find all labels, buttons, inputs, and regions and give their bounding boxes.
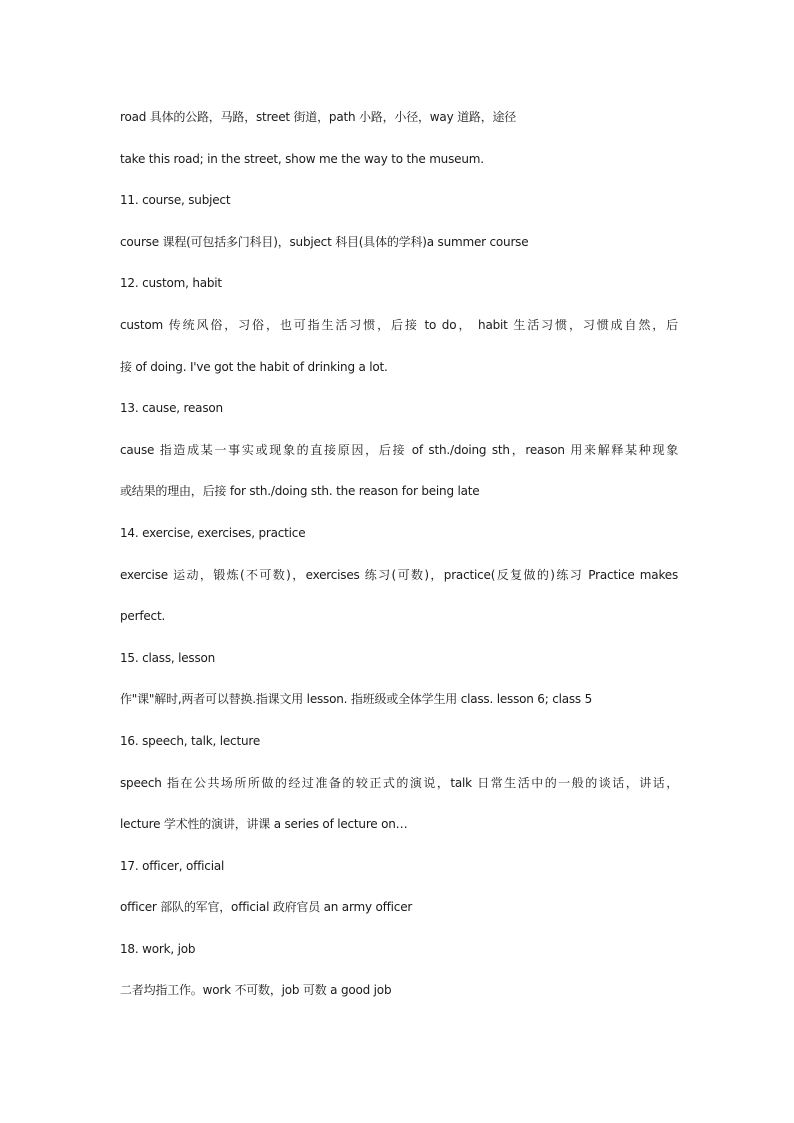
heading-14-exercise-practice: 14. exercise, exercises, practice bbox=[120, 525, 306, 540]
heading-11-course-subject: 11. course, subject bbox=[120, 193, 231, 208]
heading-16-speech-talk-lecture: 16. speech, talk, lecture bbox=[120, 733, 261, 748]
text-line-road-examples: take this road; in the street, show me the way to the museum. bbox=[120, 151, 484, 166]
text-line-course-subject: course 课程(可包括多门科目)，subject 科目(具体的学科)a summer course bbox=[120, 234, 529, 249]
text-line-road-definitions: road 具体的公路，马路，street 街道，path 小路，小径，way 道路，途径 bbox=[120, 110, 517, 124]
text-line-custom-habit: custom 传统风俗，习俗，也可指生活习惯，后接 to do， habit 生活习惯，习惯成自然，后 bbox=[120, 317, 678, 332]
text-line-cause-reason-cont: 或结果的理由，后接 for sth./doing sth. the reason for being late bbox=[120, 484, 480, 499]
text-line-lecture: lecture 学术性的演讲，讲课 a series of lecture on… bbox=[120, 817, 408, 832]
heading-18-work-job: 18. work, job bbox=[120, 941, 196, 956]
text-line-exercise-practice-cont: perfect. bbox=[120, 609, 166, 624]
heading-12-custom-habit: 12. custom, habit bbox=[120, 276, 222, 291]
text-line-custom-habit-cont: 接 of doing. I've got the habit of drinking a lot. bbox=[120, 359, 388, 374]
text-line-work-job: 二者均指工作。work 不可数，job 可数 a good job bbox=[120, 983, 392, 998]
text-line-speech-talk: speech 指在公共场所所做的经过准备的较正式的演说，talk 日常生活中的一般的谈话，讲话， bbox=[120, 775, 678, 790]
text-line-exercise-practice: exercise 运动，锻炼(不可数)，exercises 练习(可数)，practice(反复做的)练习 Practice makes bbox=[120, 567, 678, 582]
text-line-officer-official: officer 部队的军官，official 政府官员 an army officer bbox=[120, 900, 413, 915]
text-line-cause-reason: cause 指造成某一事实或现象的直接原因，后接 of sth./doing sth，reason 用来解释某种现象 bbox=[120, 442, 678, 457]
heading-13-cause-reason: 13. cause, reason bbox=[120, 401, 223, 416]
heading-15-class-lesson: 15. class, lesson bbox=[120, 650, 216, 665]
heading-17-officer-official: 17. officer, official bbox=[120, 858, 225, 873]
document-body bbox=[120, 106, 678, 1021]
text-line-class-lesson: 作"课"解时,两者可以替换.指课文用 lesson. 指班级或全体学生用 class. lesson 6; class 5 bbox=[120, 692, 593, 707]
